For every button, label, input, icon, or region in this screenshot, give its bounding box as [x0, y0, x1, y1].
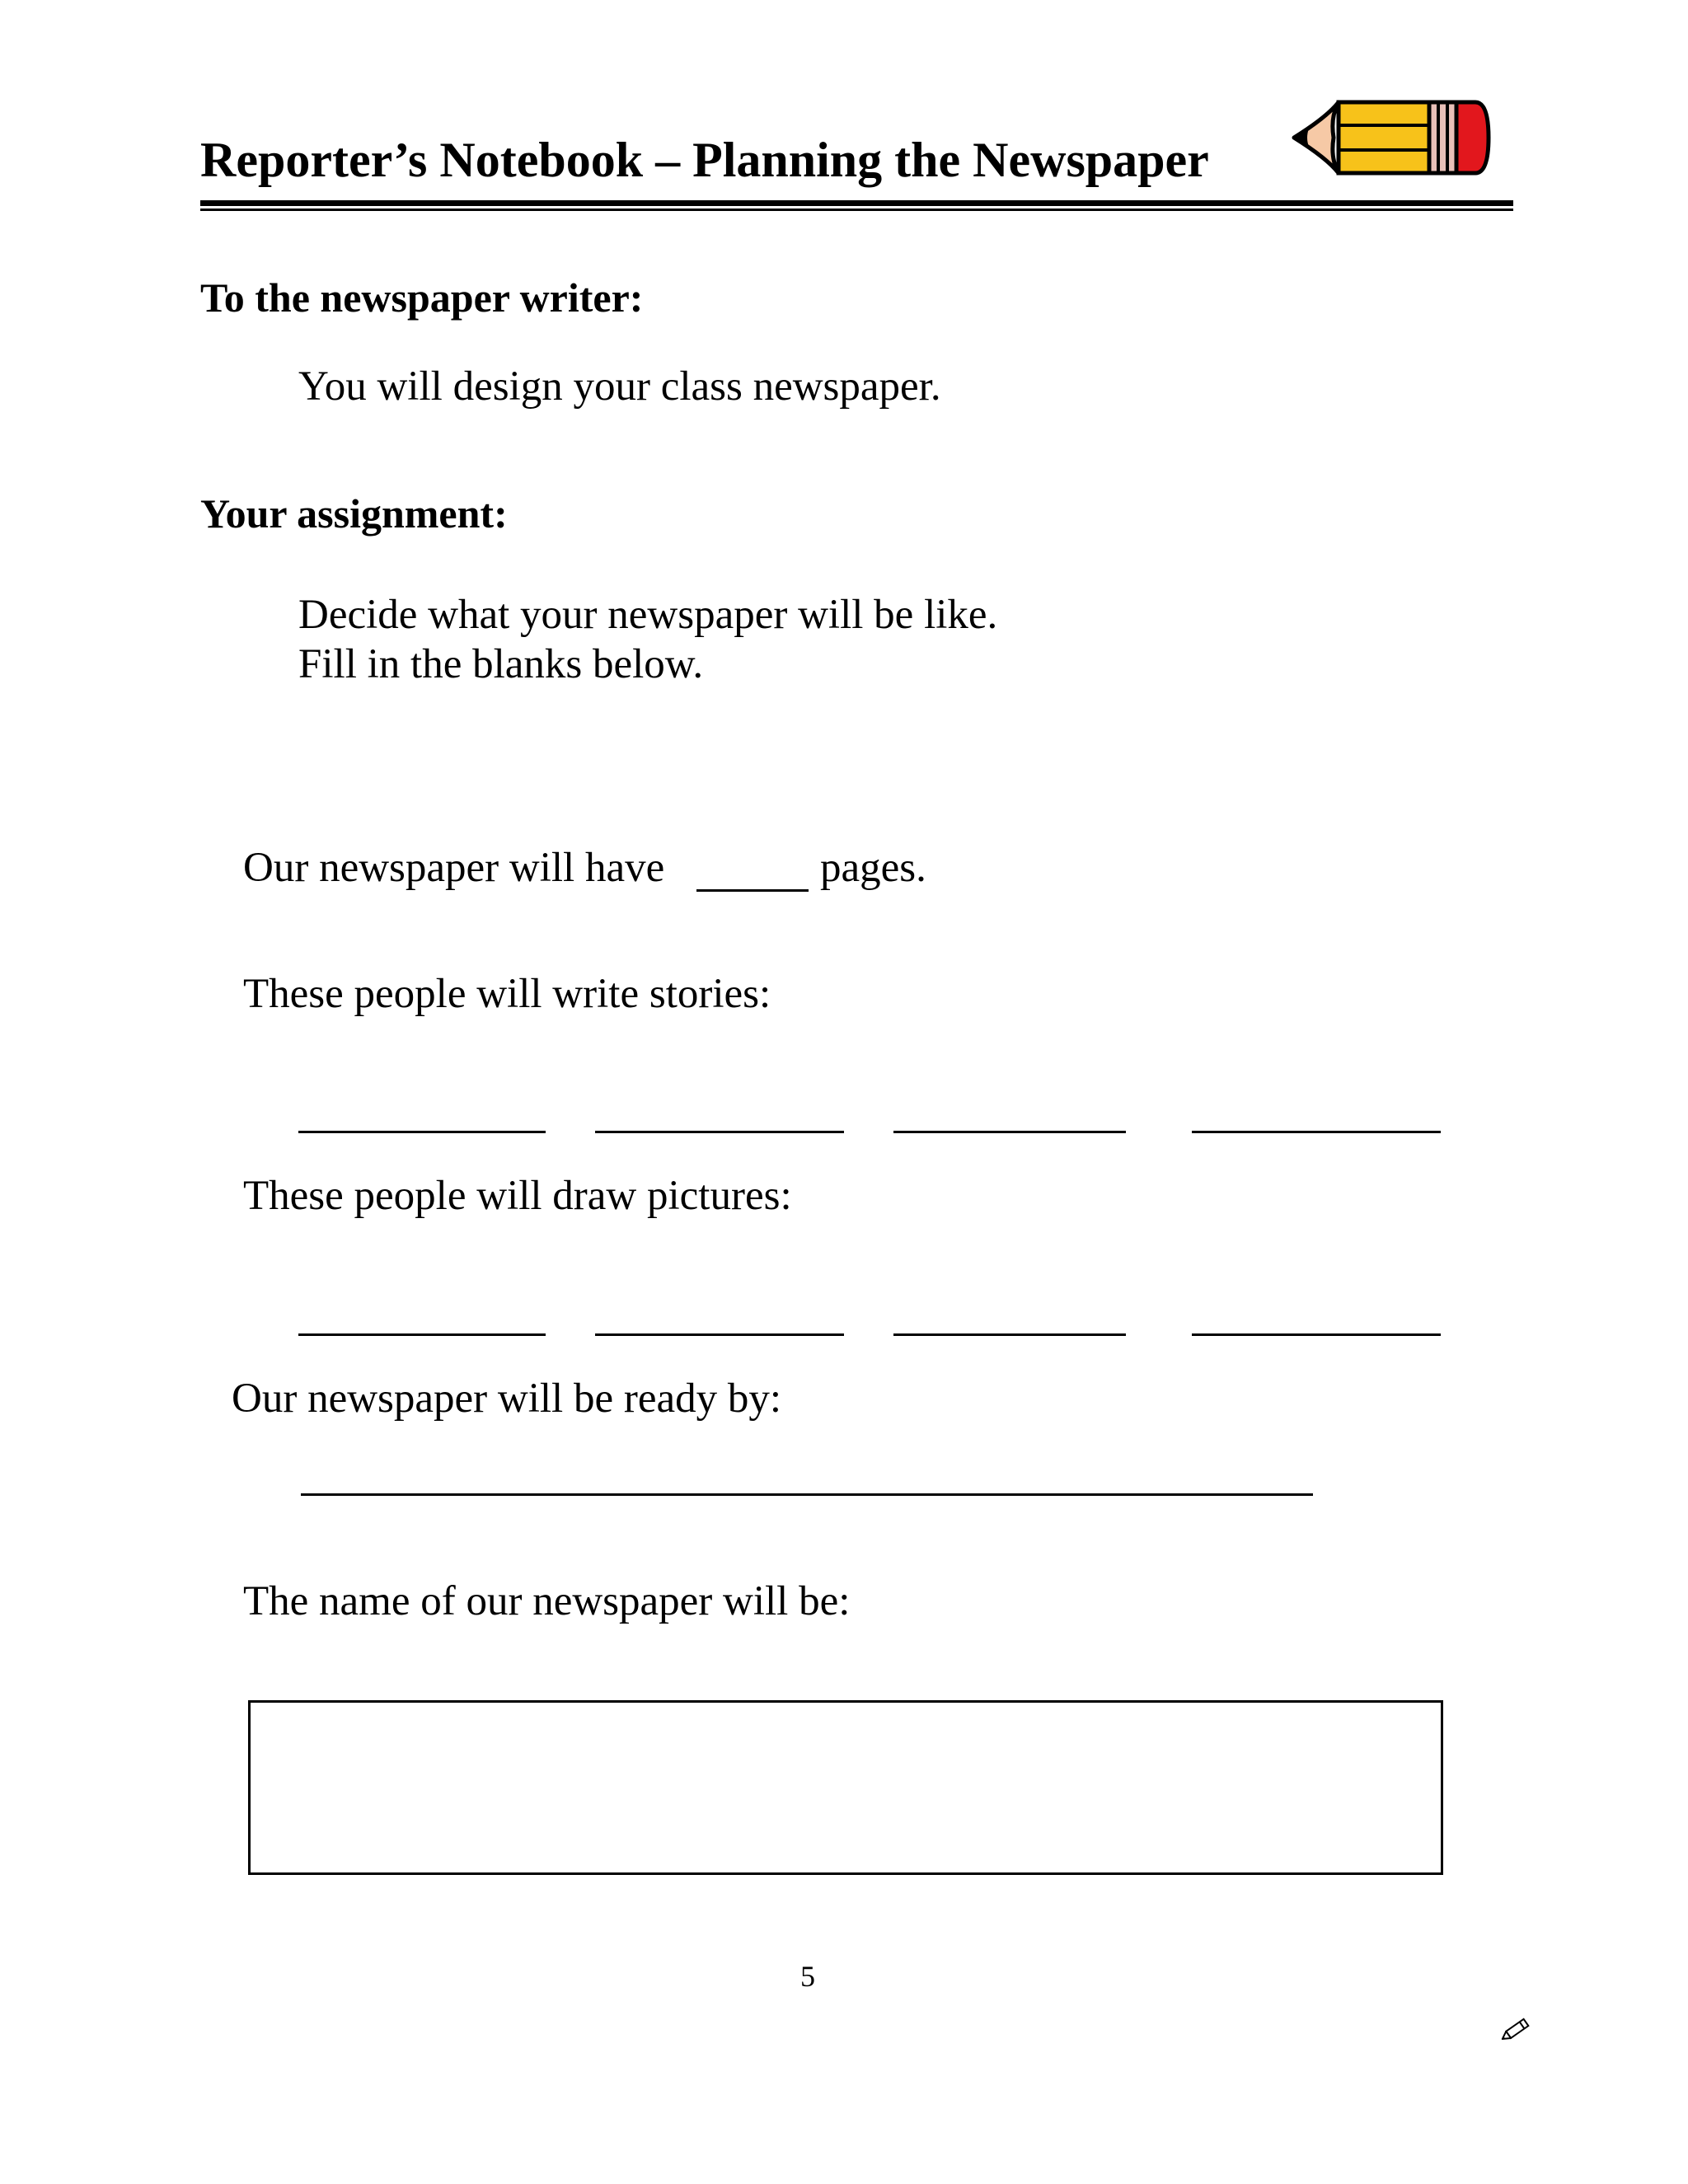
pencil-icon	[1287, 92, 1492, 183]
pages-suffix: pages.	[820, 845, 926, 891]
ready-label: Our newspaper will be ready by:	[232, 1376, 782, 1422]
artists-label: These people will draw pictures:	[243, 1173, 792, 1219]
page-title: Reporter’s Notebook – Planning the Newspaper	[200, 133, 1209, 187]
artist-blank[interactable]	[893, 1333, 1126, 1336]
small-pencil-icon	[1498, 2013, 1535, 2046]
assignment-line: Fill in the blanks below.	[298, 641, 704, 687]
assignment-heading: Your assignment:	[200, 490, 508, 537]
newspaper-name-box[interactable]	[248, 1700, 1443, 1875]
writer-blank[interactable]	[1192, 1131, 1441, 1133]
header-rule	[200, 200, 1513, 206]
writer-blank[interactable]	[893, 1131, 1126, 1133]
assignment-line: Decide what your newspaper will be like.	[298, 592, 998, 638]
artist-blank[interactable]	[595, 1333, 844, 1336]
writers-label: These people will write stories:	[243, 971, 771, 1017]
pages-blank[interactable]	[696, 889, 809, 892]
ready-date-blank[interactable]	[301, 1493, 1313, 1496]
artist-blank[interactable]	[1192, 1333, 1441, 1336]
intro-text: You will design your class newspaper.	[298, 363, 941, 410]
artist-blank[interactable]	[298, 1333, 546, 1336]
header-rule-thin	[200, 209, 1513, 211]
page-number: 5	[800, 1960, 815, 1993]
pages-prefix: Our newspaper will have	[243, 845, 665, 891]
intro-heading: To the newspaper writer:	[200, 274, 644, 321]
name-label: The name of our newspaper will be:	[243, 1578, 851, 1624]
writer-blank[interactable]	[595, 1131, 844, 1133]
writer-blank[interactable]	[298, 1131, 546, 1133]
